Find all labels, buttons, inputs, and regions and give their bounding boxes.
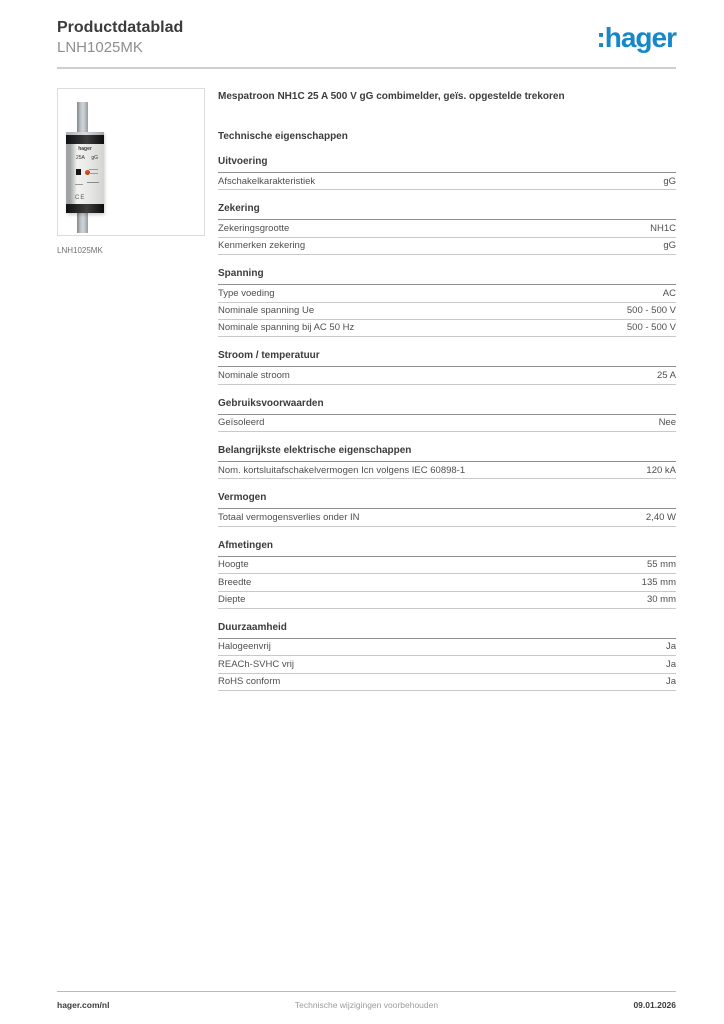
spec-value: Ja [665, 641, 676, 653]
product-reference: LNH1025MK [57, 39, 143, 57]
section-heading: Gebruiksvoorwaarden [218, 398, 676, 415]
spec-row [218, 173, 676, 190]
section-gebruiksvoorwaarden [218, 398, 676, 432]
section-heading: Spanning [218, 268, 676, 285]
fuse-fineprint-line [75, 184, 83, 185]
section-afmetingen [218, 540, 676, 609]
fuse-fineprint-line [87, 182, 99, 183]
spec-row [218, 656, 676, 673]
spec-label: Kenmerken zekering [218, 240, 306, 252]
spec-label: Nominale spanning Ue [218, 305, 315, 316]
fuse-rating-text [66, 152, 104, 161]
spec-value: 25 A [656, 369, 676, 381]
spec-value: 500 - 500 V [626, 322, 676, 334]
footer-disclaimer: Technische wijzigingen voorbehouden [294, 1000, 439, 1010]
spec-label: Nominale stroom [218, 369, 290, 381]
fuse-fineprint-line [89, 169, 98, 170]
fuse-body-graphic [66, 132, 104, 213]
product-photo-column [57, 88, 218, 691]
spec-label: REACh-SVHC vrij [218, 658, 295, 670]
spec-label: RoHS conform [218, 676, 281, 688]
spec-column [218, 88, 676, 691]
spec-value: Ja [665, 658, 676, 670]
spec-value: gG [663, 240, 676, 252]
section-heading: Duurzaamheid [218, 622, 676, 639]
hager-logo: :hager [596, 22, 676, 53]
spec-label: Breedte [218, 576, 252, 588]
footer-row [57, 1000, 676, 1010]
section-spanning [218, 268, 676, 337]
spec-value: Nee [658, 417, 676, 429]
spec-value: NH1C [650, 222, 676, 234]
spec-label: Nominale spanning bij AC 50 Hz [218, 322, 355, 334]
section-heading: Zekering [218, 203, 676, 220]
spec-label: Hoogte [218, 559, 249, 571]
spec-value: gG [663, 175, 676, 187]
product-title: Mespatroon NH1C 25 A 500 V gG combimelder, geïs. opgestelde trekoren [218, 91, 565, 102]
section-uitvoering [218, 156, 676, 190]
header-divider [57, 67, 676, 69]
spec-row [218, 592, 676, 609]
spec-row [218, 285, 676, 302]
footer-website-link[interactable]: hager.com/nl [57, 1000, 110, 1010]
fuse-label-mark [76, 169, 81, 175]
page-footer [57, 991, 676, 1010]
section-vermogen [218, 492, 676, 526]
spec-label: Totaal vermogensverlies onder IN [218, 511, 360, 523]
footer-date: 09.01.2026 [633, 1000, 676, 1010]
spec-row [218, 415, 676, 432]
spec-label: Nom. kortsluitafschakelvermogen Icn volgens IEC 60898-1 [218, 464, 466, 476]
fuse-brand-text: hager [78, 146, 92, 152]
spec-row [218, 303, 676, 320]
section-stroom-temperatuur [218, 350, 676, 384]
content-area [57, 88, 676, 691]
spec-row [218, 367, 676, 384]
spec-row [218, 639, 676, 656]
spec-value: Ja [665, 676, 676, 688]
header-text [57, 18, 183, 57]
fuse-front-face [66, 144, 104, 204]
spec-row [218, 220, 676, 237]
spec-row [218, 462, 676, 479]
spec-value: 30 mm [646, 594, 676, 605]
section-heading: Stroom / temperatuur [218, 350, 676, 367]
spec-label: Diepte [218, 594, 246, 605]
fuse-top-cap [66, 135, 104, 144]
spec-label: Geïsoleerd [218, 417, 265, 429]
ce-mark: CE [75, 195, 86, 201]
document-title: Productdatablad [57, 19, 184, 36]
tech-properties-heading: Technische eigenschappen [218, 131, 348, 142]
spec-value: AC [662, 287, 676, 299]
spec-row [218, 557, 676, 574]
spec-row [218, 674, 676, 691]
spec-value: 120 kA [646, 464, 676, 476]
section-elektrische-eigenschappen [218, 445, 676, 479]
product-photo-caption: LNH1025MK [57, 246, 103, 255]
product-photo [57, 88, 205, 236]
spec-row [218, 320, 676, 337]
spec-value: 500 - 500 V [626, 305, 676, 316]
fuse-current-rating: 25A [76, 155, 85, 161]
spec-row [218, 238, 676, 255]
fuse-fineprint-line [89, 173, 98, 174]
page-header [57, 18, 676, 57]
spec-label: Afschakelkarakteristiek [218, 175, 316, 187]
spec-label: Type voeding [218, 287, 275, 299]
section-heading: Vermogen [218, 492, 676, 509]
spec-label: Zekeringsgrootte [218, 222, 290, 234]
spec-row [218, 509, 676, 526]
spec-value: 55 mm [646, 559, 676, 571]
fuse-class-rating: gG [91, 155, 98, 161]
section-duurzaamheid [218, 622, 676, 691]
spec-label: Halogeenvrij [218, 641, 271, 653]
section-zekering [218, 203, 676, 255]
fuse-bottom-cap [66, 204, 104, 213]
spec-value: 135 mm [641, 576, 676, 588]
section-heading: Uitvoering [218, 156, 676, 173]
spec-value: 2,40 W [645, 511, 676, 523]
section-heading: Belangrijkste elektrische eigenschappen [218, 445, 676, 462]
section-heading: Afmetingen [218, 540, 676, 557]
spec-row [218, 574, 676, 591]
